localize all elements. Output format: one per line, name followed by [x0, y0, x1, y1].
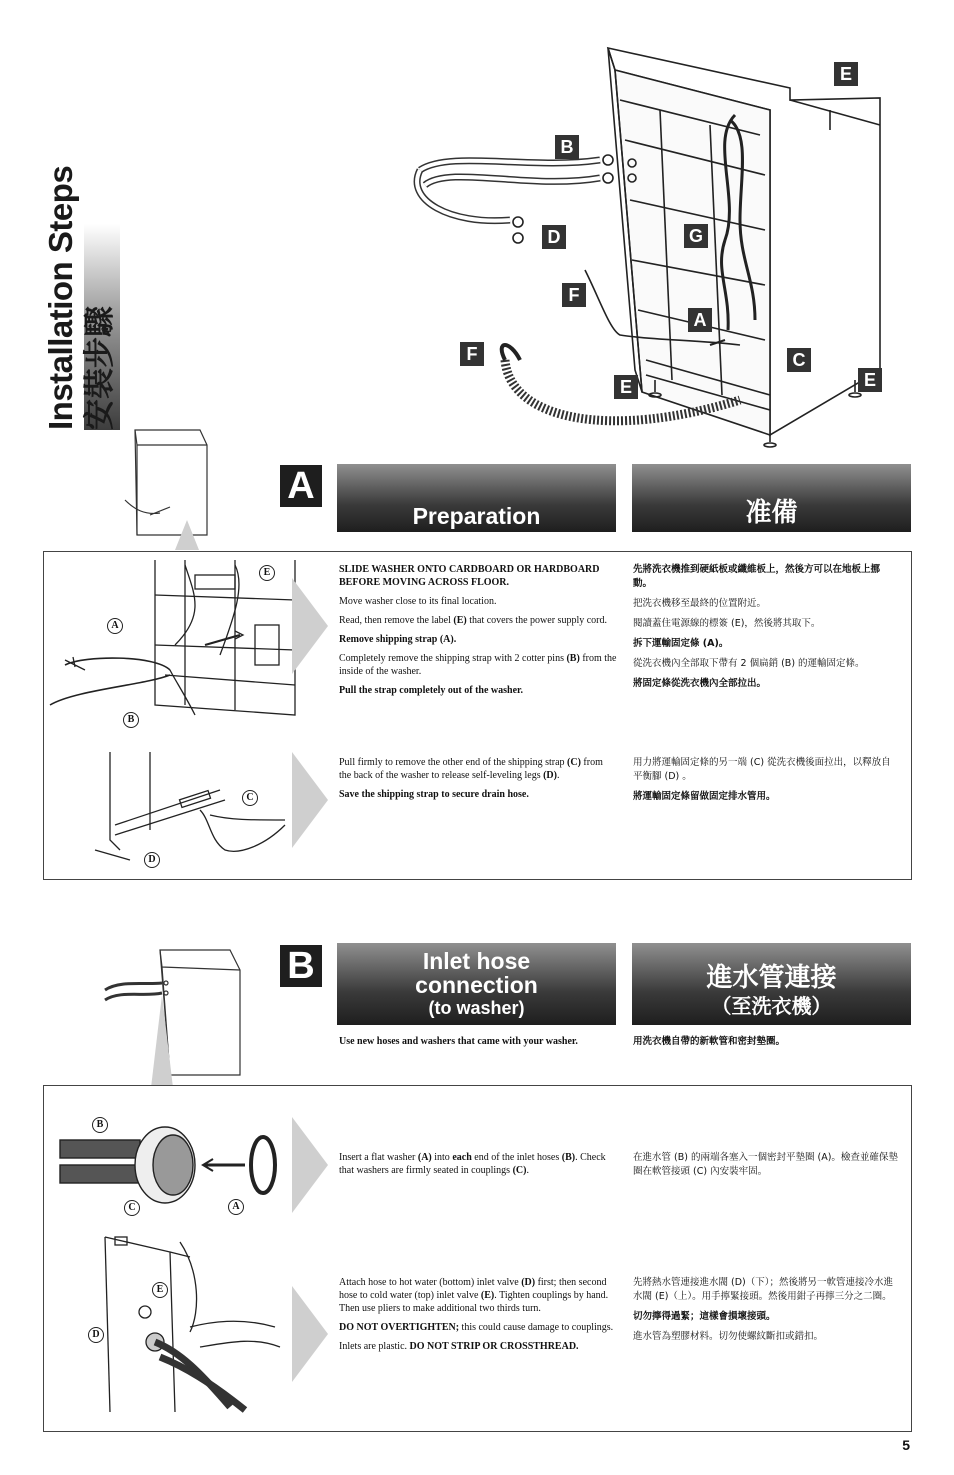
- a-zh1-p4: 拆下運輸固定條 (A)。: [633, 638, 729, 649]
- step-arrow-a2: [292, 752, 328, 848]
- callout-b-c: C: [124, 1200, 140, 1216]
- callout-a-d: D: [144, 852, 160, 868]
- section-b-zh-block1: 在進水管 (B) 的兩端各塞入一個密封平墊圈 (A)。檢查並確保墊圈在軟管接頭 (C) 內安裝牢固。: [633, 1152, 898, 1177]
- section-a-zh-block2: [633, 756, 898, 810]
- section-a-en-block2: [339, 756, 617, 807]
- diagram-tag-e-right: E: [863, 370, 877, 390]
- a-en2-p1: Pull firmly to remove the other end of the shipping strap (C) from the back of the washer to release self-leveling legs (D).: [339, 757, 603, 781]
- section-b-letter: B: [280, 945, 322, 987]
- callout-a-e: E: [259, 565, 275, 581]
- callout-a-b: B: [123, 712, 139, 728]
- section-a-zh-block1: [633, 563, 898, 697]
- section-b-zh-block2: 先將熱水管連接進水閥 (D)（下）；然後將另一軟管連接冷水進水閥 (E)（上）。用手擰緊接頭。然後用鉗子再擰三分之二圈。 切勿擰得過緊；這樣會損壞接頭。 進水管為塑膠材料。切勿使螺紋斷扣或錯扣。: [633, 1277, 893, 1342]
- step-arrow-a1: [292, 578, 328, 674]
- diagram-tag-a: A: [693, 310, 707, 330]
- a-en2-p2: Save the shipping strap to secure drain hose.: [339, 789, 529, 800]
- flat-washer-insert-illustration: [55, 1110, 285, 1220]
- diagram-tag-f-upper: F: [568, 285, 580, 305]
- section-b-header-en: Inlet hose connection (to washer): [337, 943, 616, 1025]
- diagram-tag-b: B: [560, 137, 574, 157]
- callout-b-e: E: [152, 1282, 168, 1298]
- callout-b-b: B: [92, 1117, 108, 1133]
- a-zh1-p5: 從洗衣機內全部取下帶有 2 個扁銷 (B) 的運輸固定條。: [633, 658, 865, 669]
- a-zh1-p6: 將固定條從洗衣機內全部拉出。: [633, 678, 767, 689]
- diagram-tag-e-top: E: [839, 64, 853, 84]
- page-number: 5: [902, 1437, 910, 1453]
- callout-a-a: A: [107, 618, 123, 634]
- washer-back-exploded-illustration: [410, 40, 890, 460]
- section-a-letter: A: [280, 465, 322, 507]
- a-en1-p2: Move washer close to its final location.: [339, 596, 497, 607]
- diagram-tag-f-lower: F: [466, 344, 478, 364]
- callout-b-a: A: [228, 1199, 244, 1215]
- self-leveling-legs-illustration: [90, 750, 300, 870]
- section-b-intro-zh: 用洗衣機自帶的新軟管和密封墊圈。: [633, 1036, 786, 1047]
- a-en1-p5: Completely remove the shipping strap with 2 cotter pins (B) from the inside of the washer.: [339, 653, 617, 677]
- callout-b-d: D: [88, 1327, 104, 1343]
- section-b-header-zh: 進水管連接 （至洗衣機）: [632, 943, 911, 1025]
- section-b-en-block1: Insert a flat washer (A) into each end of the inlet hoses (B). Check that washers are firmly seated in couplings (C).: [339, 1152, 606, 1176]
- section-a-header-en: Preparation: [337, 464, 616, 532]
- step-arrow-b1: [292, 1117, 328, 1213]
- a-zh1-p2: 把洗衣機移至最終的位置附近。: [633, 598, 767, 609]
- diagram-tag-e-left: E: [619, 377, 633, 397]
- a-zh1-p3: 閱讀蓋住電源線的標簽 (E)，然後將其取下。: [633, 618, 821, 629]
- section-a-en-block1: [339, 563, 617, 703]
- washer-thumbnail-a: [115, 425, 225, 555]
- section-b-en-block2: Attach hose to hot water (bottom) inlet valve (D) first; then second hose to cold water (top) inlet valve (E). Tighten couplings by hand. Then use pliers to make additional two thirds turn. DO NOT OVERTIGHTEN; this could cause damage to couplings. Inlets are plastic. DO NOT STRIP OR CROSSTHREAD.: [339, 1277, 614, 1352]
- side-title-en: Installation Steps: [42, 165, 79, 430]
- diagram-tag-c: C: [792, 350, 806, 370]
- side-title: [42, 134, 120, 430]
- a-en1-p4: Remove shipping strap (A).: [339, 634, 457, 645]
- a-zh2-p2: 將運輸固定條留做固定排水管用。: [633, 791, 776, 802]
- side-title-zh: 安裝步驟: [82, 306, 118, 430]
- callout-a-c: C: [242, 790, 258, 806]
- hose-attach-valve-illustration: [80, 1232, 290, 1417]
- a-en1-p6: Pull the strap completely out of the washer.: [339, 685, 524, 696]
- a-zh1-p1: 先將洗衣機推到硬紙板或纖維板上，然後方可以在地板上挪動。: [633, 564, 881, 589]
- shipping-strap-removal-illustration: [45, 555, 305, 735]
- a-en1-p1: SLIDE WASHER ONTO CARDBOARD OR HARDBOARD BEFORE MOVING ACROSS FLOOR.: [339, 564, 600, 588]
- a-zh2-p1: 用力將運輸固定條的另一端 (C) 從洗衣機後面拉出，以釋放自平衡腳 (D) 。: [633, 757, 891, 782]
- section-a-header-zh: 准備: [632, 464, 911, 532]
- step-arrow-b2: [292, 1286, 328, 1382]
- diagram-tag-g: G: [688, 226, 704, 246]
- section-b-intro-en: Use new hoses and washers that came with your washer.: [339, 1036, 578, 1047]
- a-en1-p3: Read, then remove the label (E) that covers the power supply cord.: [339, 615, 607, 626]
- diagram-tag-d: D: [547, 227, 561, 247]
